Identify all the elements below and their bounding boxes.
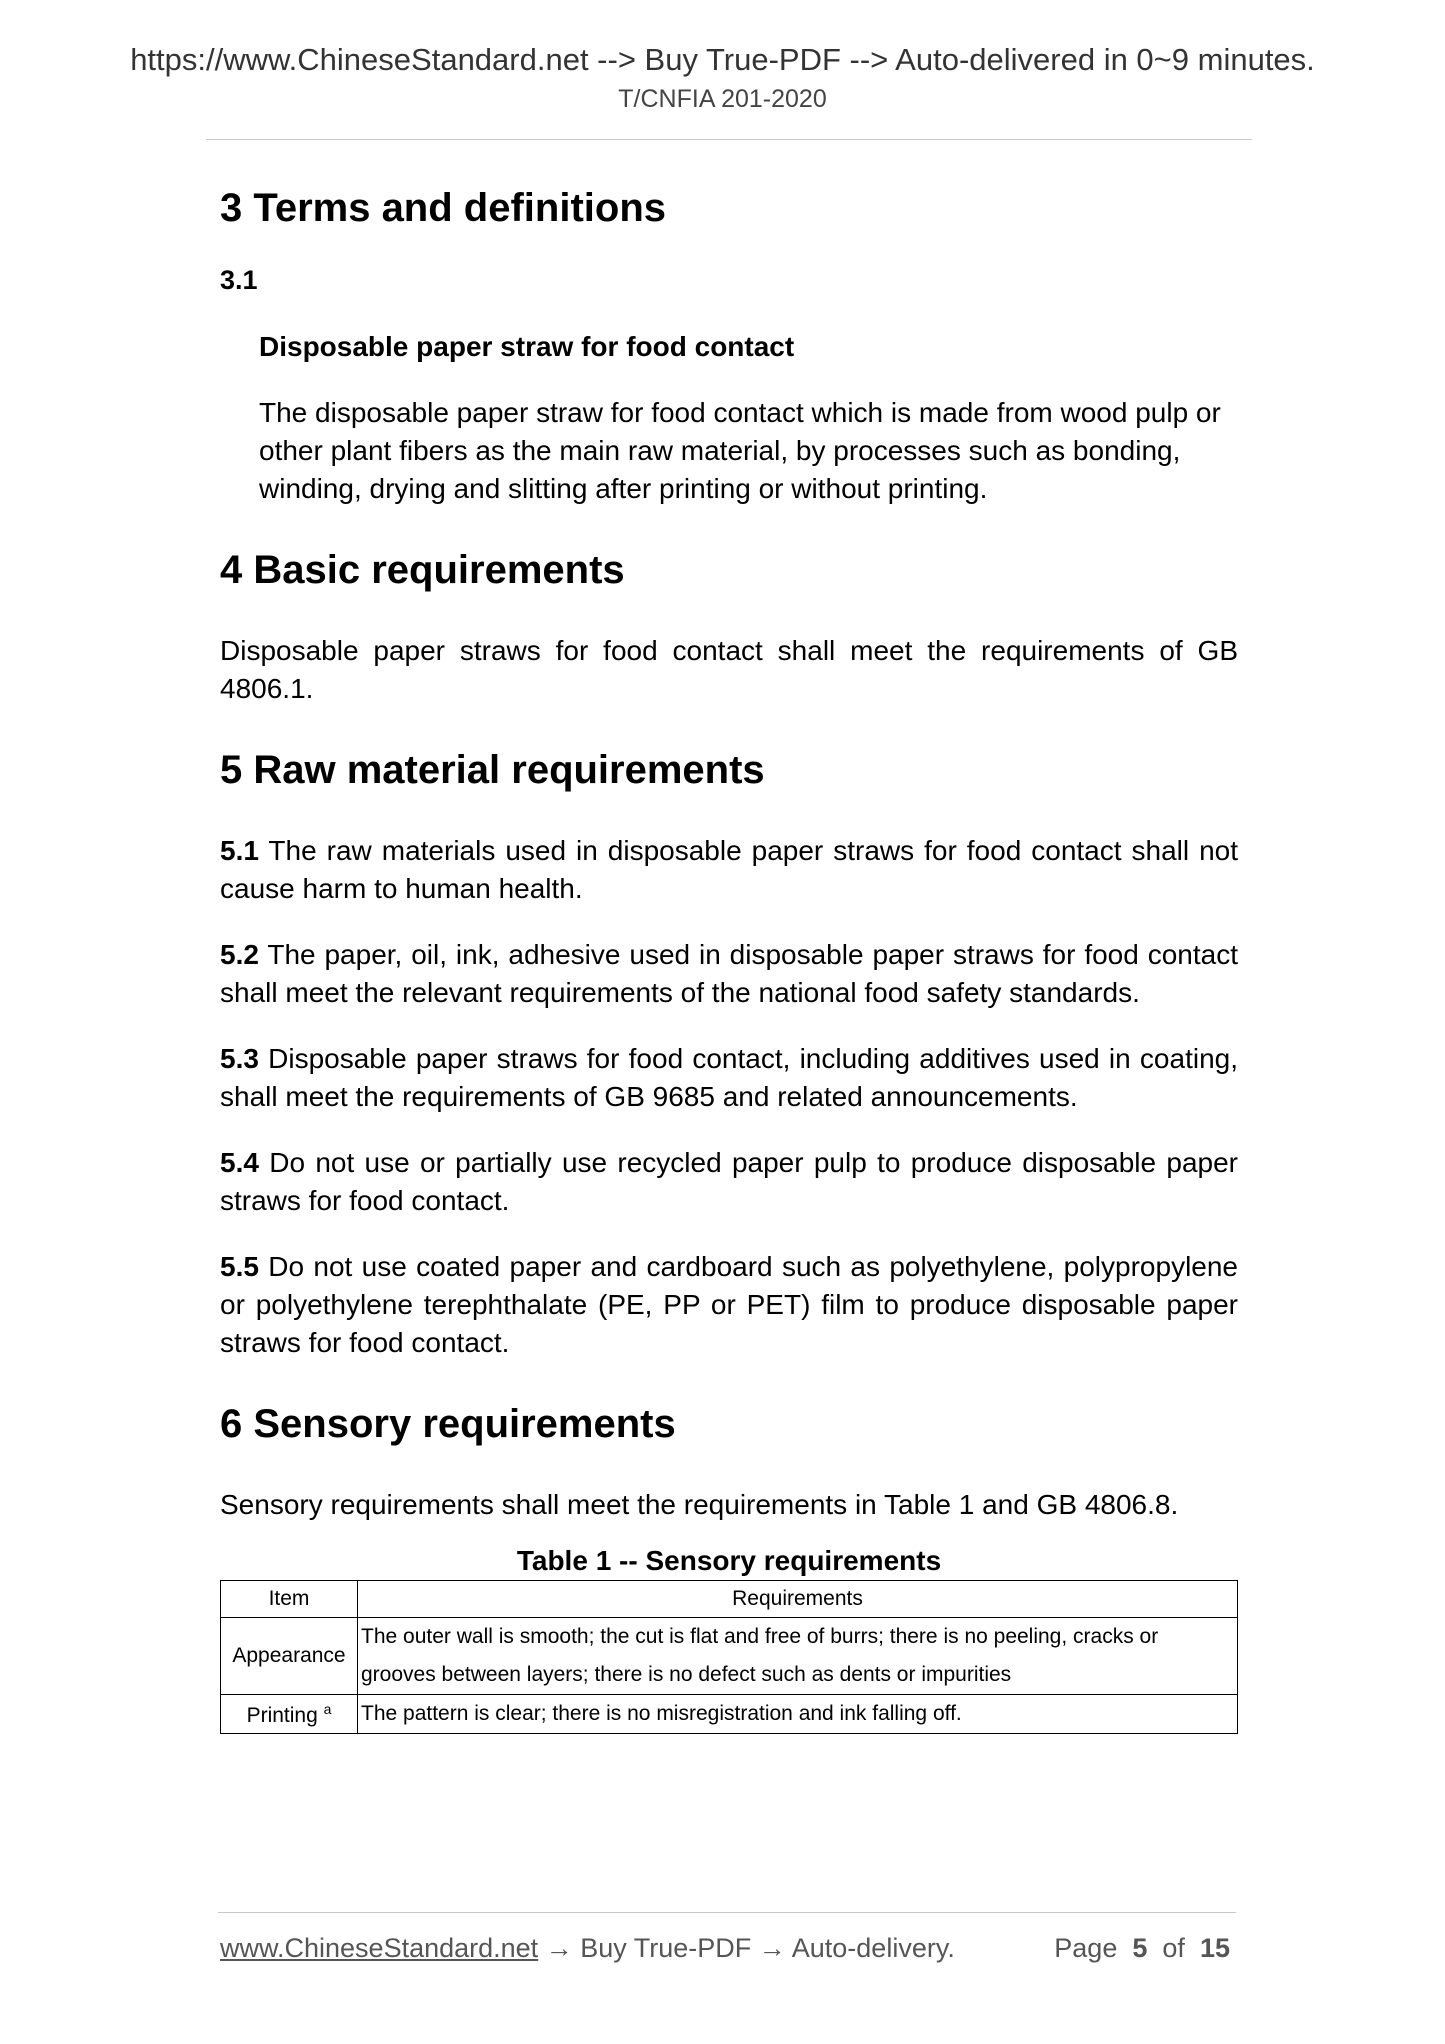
row-item-cell: [221, 1618, 358, 1695]
clause-text: Disposable paper straws for food contact, including additives used in coating, shall meet the requirements of GB 9685 and related announcements.: [220, 1043, 1238, 1112]
row-item-cell: [221, 1695, 358, 1734]
section-6-text: Sensory requirements shall meet the requirements in Table 1 and GB 4806.8.: [220, 1489, 1179, 1520]
section-6-heading: 6 Sensory requirements: [220, 1402, 676, 1446]
document-body: [220, 170, 1238, 1734]
page-label: Page: [1054, 1933, 1118, 1963]
row-requirement-cell: The pattern is clear; there is no misregistration and ink falling off.: [358, 1695, 1238, 1734]
page-header: [0, 40, 1445, 116]
clause-number: 5.5: [220, 1251, 259, 1282]
clause-5-1: [220, 832, 1238, 908]
clause-5-4: [220, 1144, 1238, 1220]
header-url-line: https://www.ChineseStandard.net --> Buy True-PDF --> Auto-delivered in 0~9 minutes.: [130, 42, 1315, 77]
row-item-label: Appearance: [232, 1644, 346, 1667]
clause-text: The paper, oil, ink, adhesive used in disposable paper straws for food contact shall meet the relevant requirements of the national food safety standards.: [220, 939, 1238, 1008]
table-caption: Table 1 -- Sensory requirements: [516, 1545, 942, 1576]
footnote-marker: a: [323, 1700, 332, 1717]
column-header-requirements: Requirements: [358, 1581, 1238, 1618]
footer-link[interactable]: www.ChineseStandard.net: [220, 1933, 539, 1963]
row-requirement-cell: The outer wall is smooth; the cut is flat and free of burrs; there is no peeling, cracks or grooves between layers; there is no defect such as dents or impurities: [358, 1618, 1238, 1695]
clause-3-1-number: 3.1: [220, 265, 258, 295]
clause-5-5: [220, 1248, 1238, 1362]
of-label: of: [1162, 1933, 1185, 1963]
column-header-item: Item: [221, 1581, 358, 1618]
total-pages: 15: [1199, 1933, 1230, 1963]
row-item-label: Printing: [246, 1703, 318, 1727]
section-4-text: Disposable paper straws for food contact shall meet the requirements of GB 4806.1.: [220, 635, 1238, 704]
table-header-row: [221, 1581, 1238, 1618]
footer-divider: [218, 1912, 1236, 1913]
page-indicator: [1054, 1930, 1230, 1966]
clause-5-2: [220, 936, 1238, 1012]
clause-text: Do not use coated paper and cardboard such as polyethylene, polypropylene or polyethylene terephthalate (PE, PP or PET) film to produce disposable paper straws for food contact.: [220, 1251, 1239, 1358]
section-5-heading: 5 Raw material requirements: [220, 748, 765, 792]
term-title: Disposable paper straw for food contact: [259, 331, 795, 362]
clause-text: The raw materials used in disposable paper straws for food contact shall not cause harm to human health.: [220, 835, 1238, 904]
footer-text: → Buy True-PDF → Auto-delivery.: [545, 1933, 955, 1963]
clause-number: 5.2: [220, 939, 259, 970]
section-3-heading: 3 Terms and definitions: [220, 186, 666, 230]
clause-number: 5.3: [220, 1043, 259, 1074]
sensory-requirements-table: [220, 1580, 1238, 1734]
term-definition: The disposable paper straw for food contact which is made from wood pulp or other plant fibers as the main raw material, by processes such as bonding, winding, drying and slitting after printing or without printing.: [259, 397, 1221, 504]
table-row: [221, 1695, 1238, 1734]
standard-code: T/CNFIA 201-2020: [618, 85, 827, 113]
page-footer: [220, 1930, 1230, 1966]
clause-number: 5.4: [220, 1147, 259, 1178]
term-definition-block: [259, 328, 1238, 508]
current-page: 5: [1132, 1933, 1148, 1963]
clause-5-3: [220, 1040, 1238, 1116]
clause-number: 5.1: [220, 835, 259, 866]
clause-text: Do not use or partially use recycled paper pulp to produce disposable paper straws for food contact.: [220, 1147, 1238, 1216]
table-row: [221, 1618, 1238, 1695]
section-4-heading: 4 Basic requirements: [220, 548, 625, 592]
header-divider: [206, 139, 1252, 140]
